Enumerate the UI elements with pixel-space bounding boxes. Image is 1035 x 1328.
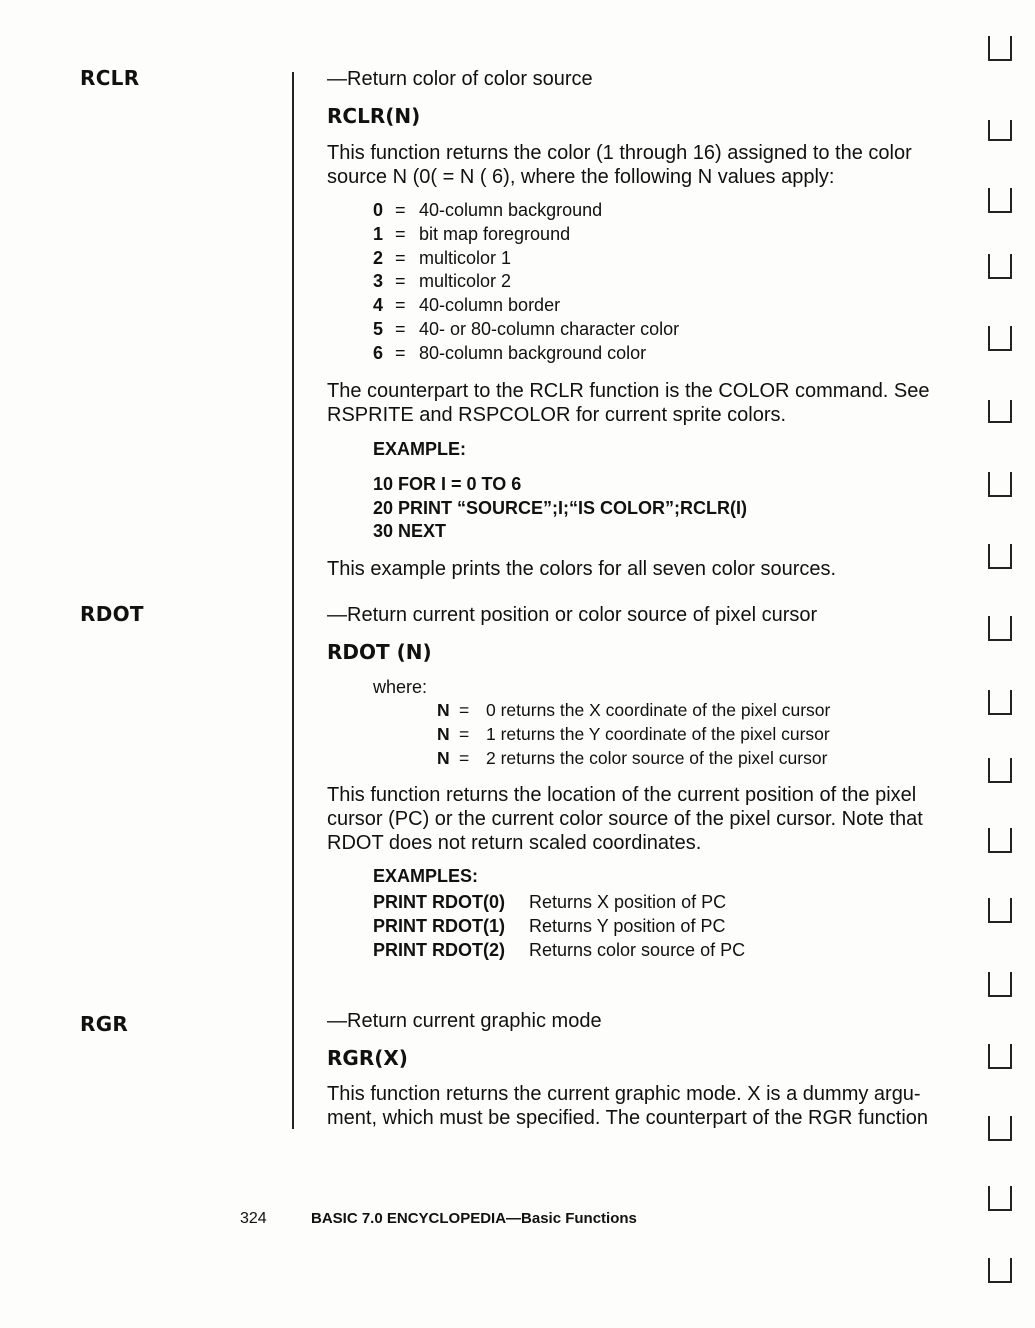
binder-hole-icon (985, 610, 1015, 644)
vertical-rule (292, 72, 294, 1129)
binder-hole-icon (985, 1110, 1015, 1144)
list-item: N = 2 returns the color source of the pixel cursor (437, 747, 828, 768)
rdot-examples-title: EXAMPLES: (373, 866, 479, 886)
binder-hole-icon (985, 392, 1015, 426)
binder-hole-icon (985, 110, 1015, 144)
binder-hole-icon (985, 822, 1015, 856)
rclr-description: This function returns the color (1 through 16) assigned to the color source N (0( = N ( 6), where the following N values apply: (327, 142, 912, 188)
binder-hole-icon (985, 1180, 1015, 1214)
rdot-n-values (437, 699, 830, 770)
rgr-description: This function returns the current graphic mode. X is a dummy argu- ment, which must be specified. The counterpart of the RGR function (327, 1083, 929, 1129)
section-label-rclr: RCLR (80, 66, 140, 90)
rclr-heading: RCLR(N) (327, 104, 421, 128)
table-row: PRINT RDOT(0) Returns X position of PC (373, 892, 727, 912)
rdot-where: where: (373, 677, 428, 697)
binder-holes (985, 30, 1025, 1310)
list-item: N = 0 returns the X coordinate of the pixel cursor (437, 700, 831, 720)
list-item: 6 = 80-column background color (373, 342, 647, 363)
list-item: 0 = 40-column background (373, 200, 603, 220)
binder-hole-icon (985, 752, 1015, 786)
binder-hole-icon (985, 248, 1015, 282)
binder-hole-icon (985, 1038, 1015, 1072)
binder-hole-icon (985, 538, 1015, 572)
list-item: 2 = multicolor 1 (373, 247, 512, 268)
binder-hole-icon (985, 466, 1015, 500)
rclr-code-block (373, 473, 747, 544)
binder-hole-icon (985, 1252, 1015, 1286)
code-line: 20 PRINT “SOURCE”;I;“IS COLOR”;RCLR(I) (373, 497, 748, 518)
list-item: 3 = multicolor 2 (373, 271, 512, 292)
rclr-example-title: EXAMPLE: (373, 439, 467, 459)
table-row: PRINT RDOT(2) Returns color source of PC (373, 940, 746, 960)
rclr-counterpart: The counterpart to the RCLR function is the COLOR command. See RSPRITE and RSPCOLOR for current sprite colors. (327, 380, 930, 426)
rclr-example-note: This example prints the colors for all seven color sources. (327, 558, 837, 580)
binder-hole-icon (985, 182, 1015, 216)
section-label-rgr: RGR (80, 1012, 129, 1036)
code-line: 10 FOR I = 0 TO 6 (373, 474, 522, 494)
table-row: PRINT RDOT(1) Returns Y position of PC (373, 916, 726, 936)
rclr-intro: —Return color of color source (327, 68, 593, 90)
binder-hole-icon (985, 966, 1015, 1000)
rclr-values-list (373, 199, 679, 366)
list-item: 4 = 40-column border (373, 295, 561, 316)
footer-title: BASIC 7.0 ENCYCLOPEDIA—Basic Functions (311, 1210, 637, 1227)
binder-hole-icon (985, 684, 1015, 718)
list-item: 5 = 40- or 80-column character color (373, 318, 680, 339)
section-label-rdot: RDOT (80, 602, 144, 626)
binder-hole-icon (985, 320, 1015, 354)
rgr-heading: RGR(X) (327, 1046, 408, 1070)
page-number: 324 (240, 1210, 267, 1227)
rgr-intro: —Return current graphic mode (327, 1010, 602, 1032)
binder-hole-icon (985, 892, 1015, 926)
list-item: 1 = bit map foreground (373, 223, 571, 244)
rdot-heading: RDOT (N) (327, 640, 432, 664)
rdot-intro: —Return current position or color source of pixel cursor (327, 604, 818, 626)
rdot-examples-table (373, 890, 745, 962)
list-item: N = 1 returns the Y coordinate of the pixel cursor (437, 723, 830, 744)
binder-hole-icon (985, 30, 1015, 64)
code-line: 30 NEXT (373, 521, 447, 541)
rdot-description: This function returns the location of the current position of the pixel cursor (PC) or the current color source of the pixel cursor. Note that RDOT does not return scaled coordinates. (327, 784, 923, 854)
